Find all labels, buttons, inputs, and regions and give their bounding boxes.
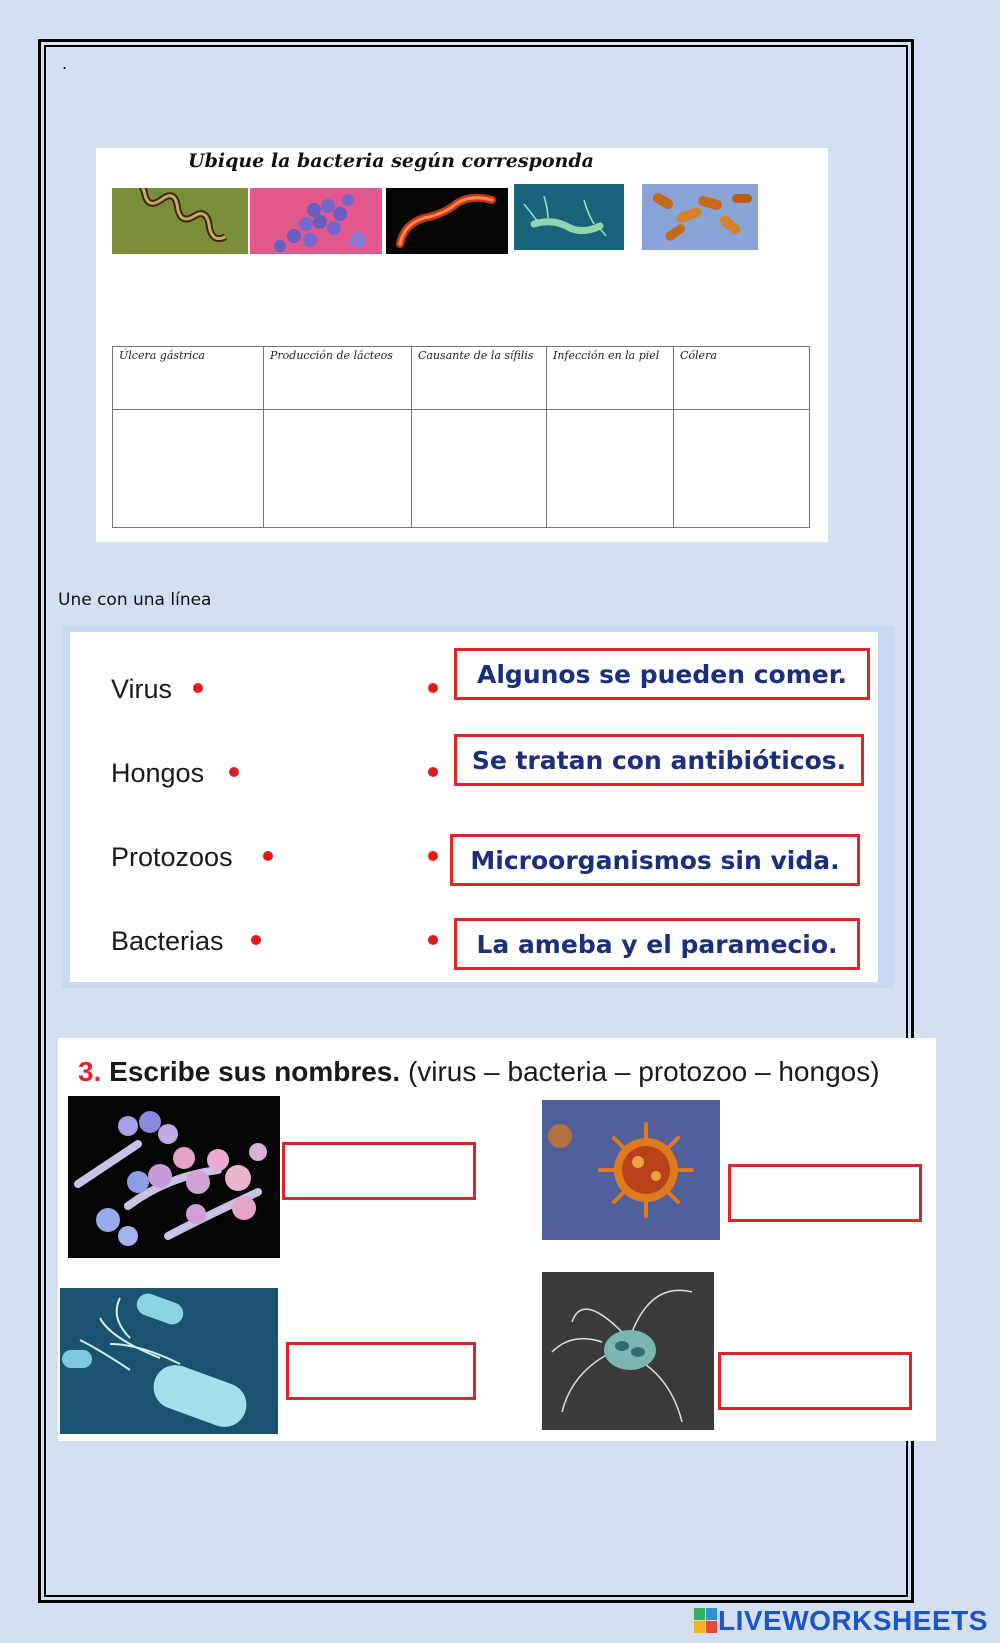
- term-virus: Virus: [111, 674, 173, 704]
- header-dot: .: [62, 54, 68, 73]
- virus-image: [542, 1100, 720, 1240]
- bacteria-table: [112, 346, 810, 528]
- term-hongos: Hongos: [111, 758, 205, 788]
- activity-options: (virus – bacteria – protozoo – hongos): [407, 1056, 880, 1087]
- activity-1-title: Ubique la bacteria según corresponda: [188, 150, 594, 172]
- definition-box: Se tratan con antibióticos.: [454, 734, 864, 786]
- answer-box-bacteria[interactable]: [286, 1342, 476, 1400]
- vibrio-bacteria-image: [642, 184, 758, 250]
- definition-box: Microorganismos sin vida.: [450, 834, 860, 886]
- match-point-right[interactable]: [428, 683, 438, 693]
- term-protozoos: Protozoos: [111, 842, 233, 872]
- answer-box-virus[interactable]: [728, 1164, 922, 1222]
- drop-cell[interactable]: [547, 410, 674, 528]
- column-header: Producción de lácteos: [264, 347, 412, 410]
- activity-heading: Escribe sus nombres.: [109, 1056, 401, 1087]
- activity-number: 3.: [78, 1056, 102, 1087]
- answer-box-fungi[interactable]: [282, 1142, 476, 1200]
- column-header: Cólera: [674, 347, 810, 410]
- match-point-right[interactable]: [428, 851, 438, 861]
- drop-cell[interactable]: [412, 410, 547, 528]
- fungi-image: [68, 1096, 280, 1258]
- activity-2-caption: Une con una línea: [58, 590, 212, 610]
- drop-cell[interactable]: [674, 410, 810, 528]
- match-point-left[interactable]: [193, 683, 203, 693]
- column-header: Infección en la piel: [547, 347, 674, 410]
- spirillum-bacteria-image: [112, 188, 248, 254]
- drop-cell[interactable]: [264, 410, 412, 528]
- answer-box-protozoo[interactable]: [718, 1352, 912, 1410]
- liveworksheets-logo: [694, 1606, 988, 1636]
- activity-1-panel: [96, 148, 828, 542]
- protozoo-image: [542, 1272, 714, 1430]
- match-point-right[interactable]: [428, 935, 438, 945]
- match-point-left[interactable]: [263, 851, 273, 861]
- term-bacterias: Bacterias: [111, 926, 224, 956]
- drop-cell[interactable]: [113, 410, 264, 528]
- match-point-right[interactable]: [428, 767, 438, 777]
- liveworksheets-logo-text: LIVEWORKSHEETS: [718, 1605, 988, 1636]
- activity-3-title: [78, 1056, 880, 1088]
- match-point-left[interactable]: [229, 767, 239, 777]
- match-point-left[interactable]: [251, 935, 261, 945]
- helicobacter-bacteria-image: [514, 184, 624, 250]
- treponema-bacteria-image: [386, 188, 508, 254]
- bacteria-image: [60, 1288, 278, 1434]
- definition-box: La ameba y el paramecio.: [454, 918, 860, 970]
- liveworksheets-logo-icon: [694, 1608, 718, 1634]
- definition-box: Algunos se pueden comer.: [454, 648, 870, 700]
- column-header: Úlcera gástrica: [113, 347, 264, 410]
- column-header: Causante de la sífilis: [412, 347, 547, 410]
- staphylococcus-bacteria-image: [250, 188, 382, 254]
